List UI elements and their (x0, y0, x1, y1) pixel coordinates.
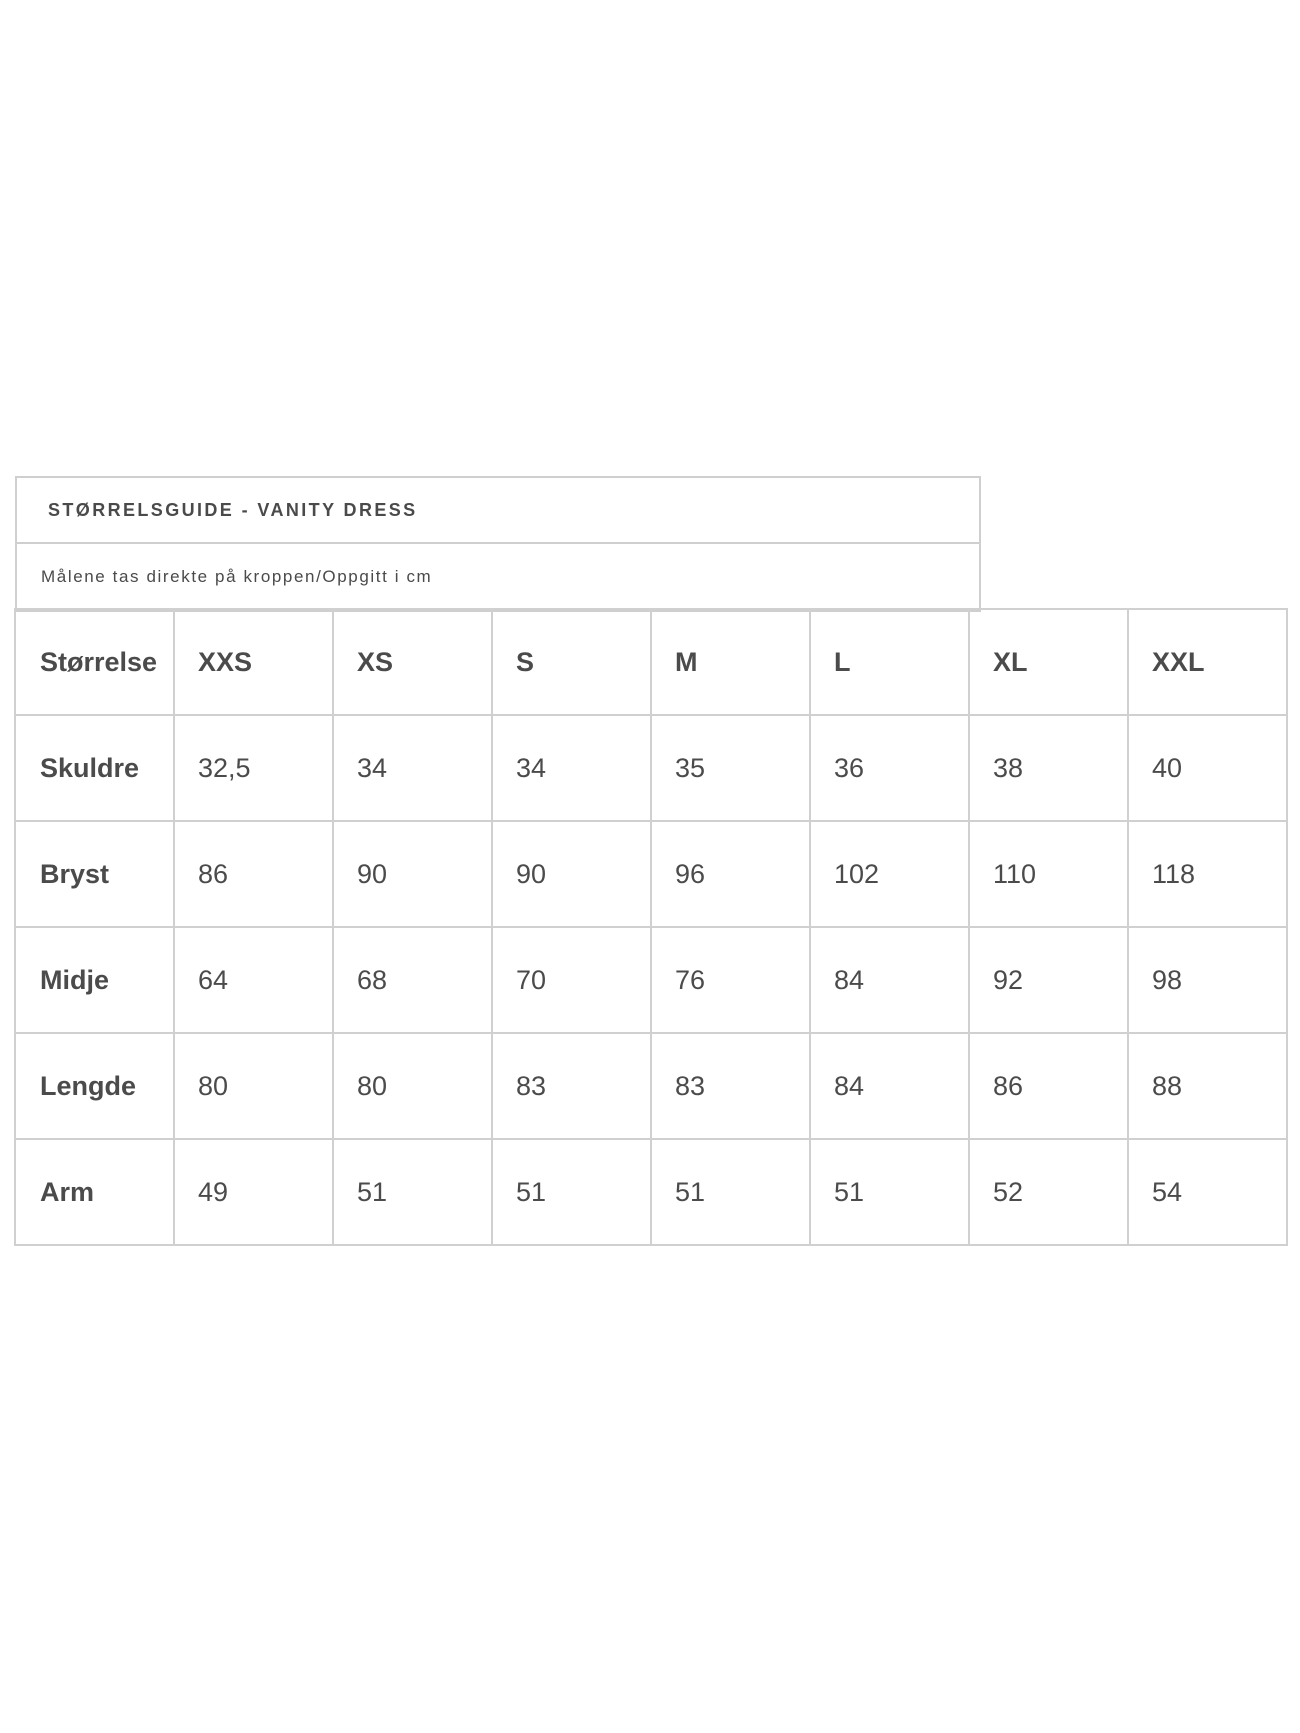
size-guide-title: STØRRELSGUIDE - VANITY DRESS (48, 499, 418, 520)
size-guide-subtitle: Målene tas direkte på kroppen/Oppgitt i cm (41, 567, 433, 586)
measurement-value: 38 (969, 715, 1128, 821)
measurement-value: 96 (651, 821, 810, 927)
measurement-value: 83 (492, 1033, 651, 1139)
size-column-header: S (492, 609, 651, 715)
measurement-value: 51 (333, 1139, 492, 1245)
measurement-value: 88 (1128, 1033, 1287, 1139)
measurement-label: Bryst (15, 821, 174, 927)
measurement-value: 84 (810, 927, 969, 1033)
measurement-value: 40 (1128, 715, 1287, 821)
measurement-value: 35 (651, 715, 810, 821)
measurement-value: 32,5 (174, 715, 333, 821)
measurement-value: 51 (492, 1139, 651, 1245)
measurement-value: 80 (333, 1033, 492, 1139)
size-column-header: XXS (174, 609, 333, 715)
measurement-value: 70 (492, 927, 651, 1033)
measurement-value: 83 (651, 1033, 810, 1139)
measurement-value: 51 (810, 1139, 969, 1245)
measurement-row (15, 1033, 1287, 1139)
size-header-row (15, 609, 1287, 715)
size-label-cell: Størrelse (15, 609, 174, 715)
measurement-value: 110 (969, 821, 1128, 927)
measurement-value: 90 (492, 821, 651, 927)
measurement-value: 34 (333, 715, 492, 821)
measurement-label: Midje (15, 927, 174, 1033)
size-column-header: M (651, 609, 810, 715)
measurement-row (15, 1139, 1287, 1245)
size-column-header: XL (969, 609, 1128, 715)
measurement-label: Lengde (15, 1033, 174, 1139)
header-subtitle-row (17, 544, 979, 610)
measurement-value: 64 (174, 927, 333, 1033)
measurement-value: 54 (1128, 1139, 1287, 1245)
measurement-value: 84 (810, 1033, 969, 1139)
measurement-value: 86 (174, 821, 333, 927)
measurement-value: 68 (333, 927, 492, 1033)
measurement-value: 36 (810, 715, 969, 821)
measurement-value: 118 (1128, 821, 1287, 927)
measurement-value: 92 (969, 927, 1128, 1033)
header-title-row (17, 478, 979, 544)
measurement-value: 98 (1128, 927, 1287, 1033)
measurement-row (15, 927, 1287, 1033)
measurement-value: 80 (174, 1033, 333, 1139)
size-column-header: XXL (1128, 609, 1287, 715)
measurement-value: 51 (651, 1139, 810, 1245)
measurement-value: 102 (810, 821, 969, 927)
measurement-label: Skuldre (15, 715, 174, 821)
measurement-value: 86 (969, 1033, 1128, 1139)
size-column-header: L (810, 609, 969, 715)
measurement-value: 52 (969, 1139, 1128, 1245)
measurement-value: 49 (174, 1139, 333, 1245)
measurement-value: 76 (651, 927, 810, 1033)
measurement-row (15, 715, 1287, 821)
measurement-row (15, 821, 1287, 927)
measurement-label: Arm (15, 1139, 174, 1245)
size-table (14, 608, 1288, 1246)
measurement-value: 34 (492, 715, 651, 821)
size-guide-header (15, 476, 981, 612)
size-column-header: XS (333, 609, 492, 715)
measurement-value: 90 (333, 821, 492, 927)
